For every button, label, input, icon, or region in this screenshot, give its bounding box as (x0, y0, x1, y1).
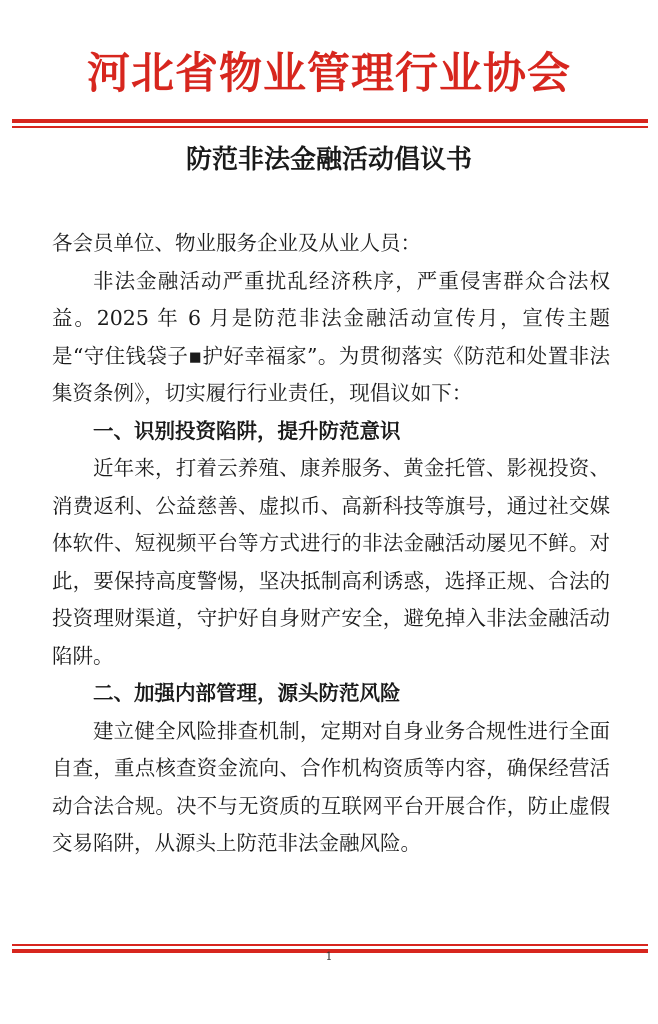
letterhead-title: 河北省物业管理行业协会 (87, 49, 571, 99)
section-paragraph-1: 近年来，打着云养殖、康养服务、黄金托管、影视投资、消费返利、公益慈善、虚拟币、高新科技等旗号，通过社交媒体软件、短视频平台等方式进行的非法金融活动屡见不鲜。对此，要保持高度警惕，坚决抵制高利诱惑，选择正规、合法的投资理财渠道，守护好自身财产安全，避免掉入非法金融活动陷阱。 (52, 456, 610, 668)
section-paragraph-2: 建立健全风险排查机制，定期对自身业务合规性进行全面自查，重点核查资金流向、合作机构资质等内容，确保经营活动合法合规。决不与无资质的互联网平台开展合作，防止虚假交易陷阱，从源头上防范非法金融风险。 (52, 718, 610, 855)
section-heading-2: 二、加强内部管理，源头防范风险 (93, 681, 401, 705)
section-heading-1: 一、识别投资陷阱，提升防范意识 (93, 418, 401, 443)
letterhead-rule-thick (12, 119, 648, 123)
document-body (52, 225, 610, 863)
salutation: 各会员单位、物业服务企业及从业人员： (52, 231, 421, 255)
intro-paragraph: 非法金融活动严重扰乱经济秩序，严重侵害群众合法权益。2025 年 6 月是防范非法金融活动宣传月，宣传主题是“守住钱袋子▪护好幸福家”。为贯彻落实《防范和处置非法集资条例》，切实履行行业责任，现倡议如下： (52, 268, 610, 405)
document-title: 防范非法金融活动倡议书 (185, 145, 472, 175)
footer-rule-thin (12, 944, 648, 946)
page-number: 1 (325, 950, 333, 963)
letterhead-rule-thin (12, 126, 648, 128)
